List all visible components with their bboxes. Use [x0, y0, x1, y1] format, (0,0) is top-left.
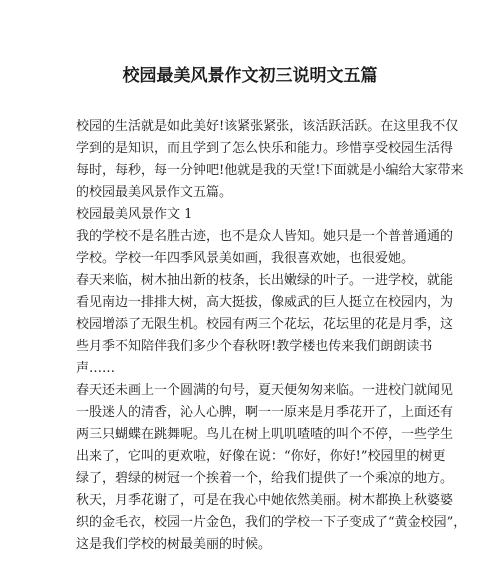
text-line: 出来了，它叫的更欢啦，好像在说：“你好，你好!”校园里的树更	[76, 449, 446, 464]
text-line: 校园的生活就是如此美好!该紧张紧张，该活跃活跃。在这里我不仅	[76, 119, 459, 134]
text-line: 秋天，月季花谢了，可是在我心中她依然美丽。树木都换上秋婆婆	[76, 493, 454, 508]
text-line: 这是我们学校的树最美丽的时候。	[76, 537, 272, 552]
text-line: 两三只蝴蝶在跳舞呢。鸟儿在树上叽叽喳喳的叫个不停，一些学生	[76, 427, 454, 442]
text-line: 的校园最美风景作文五篇。	[76, 185, 233, 200]
text-line: 春天还未画上一个圆满的句号，夏天便匆匆来临。一进校门就闻见	[76, 383, 454, 398]
text-line: 看见南边一排排大树，高大挺拔，像威武的巨人挺立在校园内，为	[76, 295, 454, 310]
text-line: 织的金毛衣，校园一片金色，我们的学校一下子变成了“黄金校园”，	[76, 515, 467, 530]
text-line: 春天来临，树木抽出新的枝条，长出嫩绿的叶子。一进学校，就能	[76, 273, 454, 288]
text-line: 绿了，碧绿的树冠一个挨着一个，给我们提供了一个乘凉的地方。	[76, 471, 454, 486]
text-line: 学校。学校一年四季风景美如画，我很喜欢她，也很爱她。	[76, 251, 415, 266]
text-line: 我的学校不是名胜古迹，也不是众人皆知。她只是一个普普通通的	[76, 229, 454, 244]
document-title: 校园最美风景作文初三说明文五篇	[122, 66, 378, 86]
text-line: 些月季不知陪伴我们多少个春秋呀!教学楼也传来我们朗朗读书	[76, 339, 433, 354]
text-line: 声……	[76, 361, 116, 376]
text-line: 学到的是知识，而且学到了怎么快乐和能力。珍惜享受校园生活得	[76, 141, 454, 156]
document-body	[76, 116, 467, 556]
text-line: 一股迷人的清香，沁人心脾，啊一一原来是月季花开了，上面还有	[76, 405, 454, 420]
text-line: 校园增添了无限生机。校园有两三个花坛，花坛里的花是月季，这	[76, 317, 454, 332]
text-line: 每时，每秒，每一分钟吧!他就是我的天堂!下面就是小编给大家带来	[76, 163, 464, 178]
section-heading: 校园最美风景作文 1	[76, 207, 193, 222]
